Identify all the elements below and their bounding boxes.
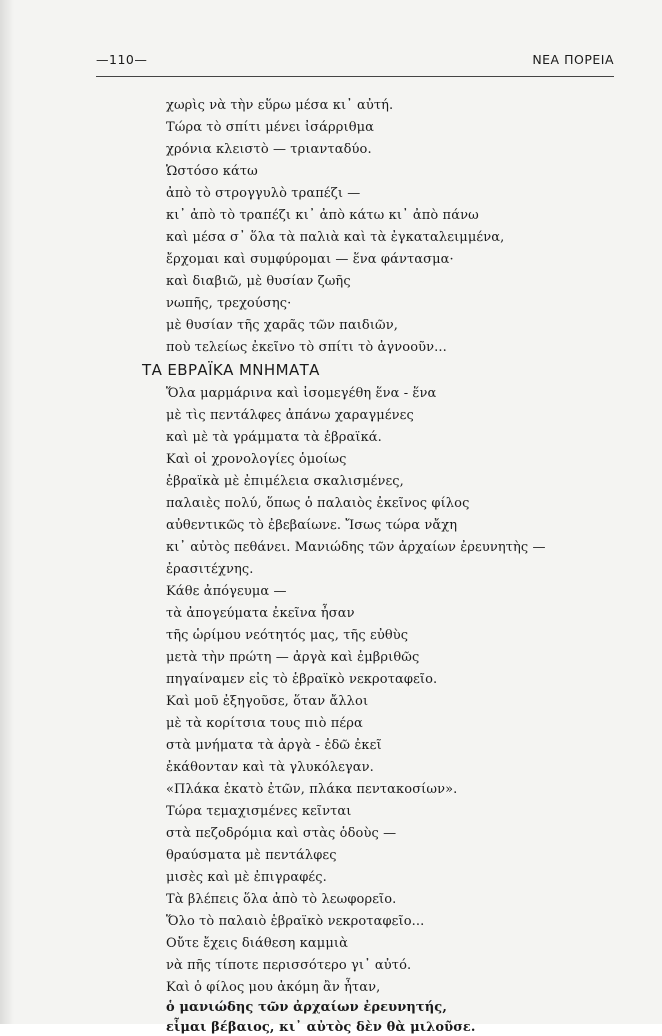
text-line: Καὶ ὁ φίλος μου ἀκόμη ἂν ἦταν,	[166, 980, 381, 995]
text-line: αὐθεντικῶς τὸ ἐβεβαίωνε. Ἴσως τώρα νἄχη	[166, 518, 458, 533]
text-line: νωπῆς, τρεχούσης·	[166, 296, 292, 311]
text-line: Καὶ μοῦ ἐξηγοῦσε, ὅταν ἄλλοι	[166, 694, 369, 709]
text-line: ἐρασιτέχνης.	[166, 562, 254, 577]
text-line: εἶμαι βέβαιος, κι᾽ αὐτὸς δὲν θὰ μιλοῦσε.	[166, 1020, 476, 1035]
text-line: «Πλάκα ἑκατὸ ἐτῶν, πλάκα πεντακοσίων».	[166, 782, 458, 797]
section-title: ΤΑ ΕΒΡΑΪΚΑ ΜΝΗΜΑΤΑ	[142, 361, 320, 379]
text-line: καὶ μέσα σ᾽ ὅλα τὰ παλιὰ καὶ τὰ ἐγκαταλειμμένα,	[166, 230, 505, 245]
text-line: νὰ πῆς τίποτε περισσότερο γι᾽ αὐτό.	[166, 958, 412, 973]
text-line: μετὰ τὴν πρώτη — ἀργὰ καὶ ἐμβριθῶς	[166, 650, 420, 665]
text-line: χωρὶς νὰ τὴν εὕρω μέσα κι᾽ αὐτή.	[166, 98, 394, 113]
text-line: καὶ μὲ τὰ γράμματα τὰ ἑβραϊκά.	[166, 430, 382, 445]
text-line: Τώρα τεμαχισμένες κεῖνται	[166, 804, 352, 819]
text-line: μὲ θυσίαν τῆς χαρᾶς τῶν παιδιῶν,	[166, 318, 398, 333]
text-line: Ὅλο τὸ παλαιὸ ἑβραϊκὸ νεκροταφεῖο...	[166, 914, 425, 929]
text-line: ὁ μανιώδης τῶν ἀρχαίων ἐρευνητής,	[166, 1000, 447, 1015]
text-line: μὲ τὶς πεντάλφες ἀπάνω χαραγμένες	[166, 408, 414, 423]
text-line: ἑβραϊκὰ μὲ ἐπιμέλεια σκαλισμένες,	[166, 474, 404, 489]
text-line: ποὺ τελείως ἐκεῖνο τὸ σπίτι τὸ ἀγνοοῦν...	[166, 340, 447, 355]
text-line: στὰ μνήματα τὰ ἀργὰ - ἐδῶ ἐκεῖ	[166, 738, 382, 753]
text-line: κι᾽ αὐτὸς πεθάνει. Μανιώδης τῶν ἀρχαίων ἐρευνητὴς —	[166, 540, 546, 555]
text-line: ἔρχομαι καὶ συμφύρομαι — ἕνα φάντασμα·	[166, 252, 454, 267]
text-line: παλαιὲς πολύ, ὅπως ὁ παλαιὸς ἐκεῖνος φίλος	[166, 496, 470, 511]
text-line: ἀπὸ τὸ στρογγυλὸ τραπέζι —	[166, 186, 361, 201]
text-line: θραύσματα μὲ πεντάλφες	[166, 848, 337, 863]
text-line: Ὡστόσο κάτω	[166, 164, 258, 179]
text-line: πηγαίναμεν εἰς τὸ ἑβραϊκὸ νεκροταφεῖο.	[166, 672, 438, 687]
text-line: μισὲς καὶ μὲ ἐπιγραφές.	[166, 870, 327, 885]
text-line: καὶ διαβιῶ, μὲ θυσίαν ζωῆς	[166, 274, 351, 289]
text-line: τῆς ὡρίμου νεότητός μας, τῆς εὐθὺς	[166, 628, 409, 643]
journal-title: ΝΕΑ ΠΟΡΕΙΑ	[532, 52, 614, 67]
text-line: Κάθε ἀπόγευμα —	[166, 584, 287, 599]
text-line: στὰ πεζοδρόμια καὶ στὰς ὁδοὺς —	[166, 826, 397, 841]
text-line: Τὰ βλέπεις ὅλα ἀπὸ τὸ λεωφορεῖο.	[166, 892, 397, 907]
text-line: τὰ ἀπογεύματα ἐκεῖνα ἦσαν	[166, 606, 355, 621]
text-line: Ὅλα μαρμάρινα καὶ ἰσομεγέθη ἕνα - ἕνα	[166, 386, 437, 401]
page-number: —110—	[96, 52, 148, 67]
text-line: Τώρα τὸ σπίτι μένει ἰσάρριθμα	[166, 120, 375, 135]
text-line: Οὔτε ἔχεις διάθεση καμμιὰ	[166, 936, 348, 951]
text-line: χρόνια κλειστὸ — τριανταδύο.	[166, 142, 372, 157]
text-line: μὲ τὰ κορίτσια τους πιὸ πέρα	[166, 716, 363, 731]
text-line: ἐκάθονταν καὶ τὰ γλυκόλεγαν.	[166, 760, 374, 775]
text-line: Καὶ οἱ χρονολογίες ὁμοίως	[166, 452, 347, 467]
text-line: κι᾽ ἀπὸ τὸ τραπέζι κι᾽ ἀπὸ κάτω κι᾽ ἀπὸ πάνω	[166, 208, 479, 223]
